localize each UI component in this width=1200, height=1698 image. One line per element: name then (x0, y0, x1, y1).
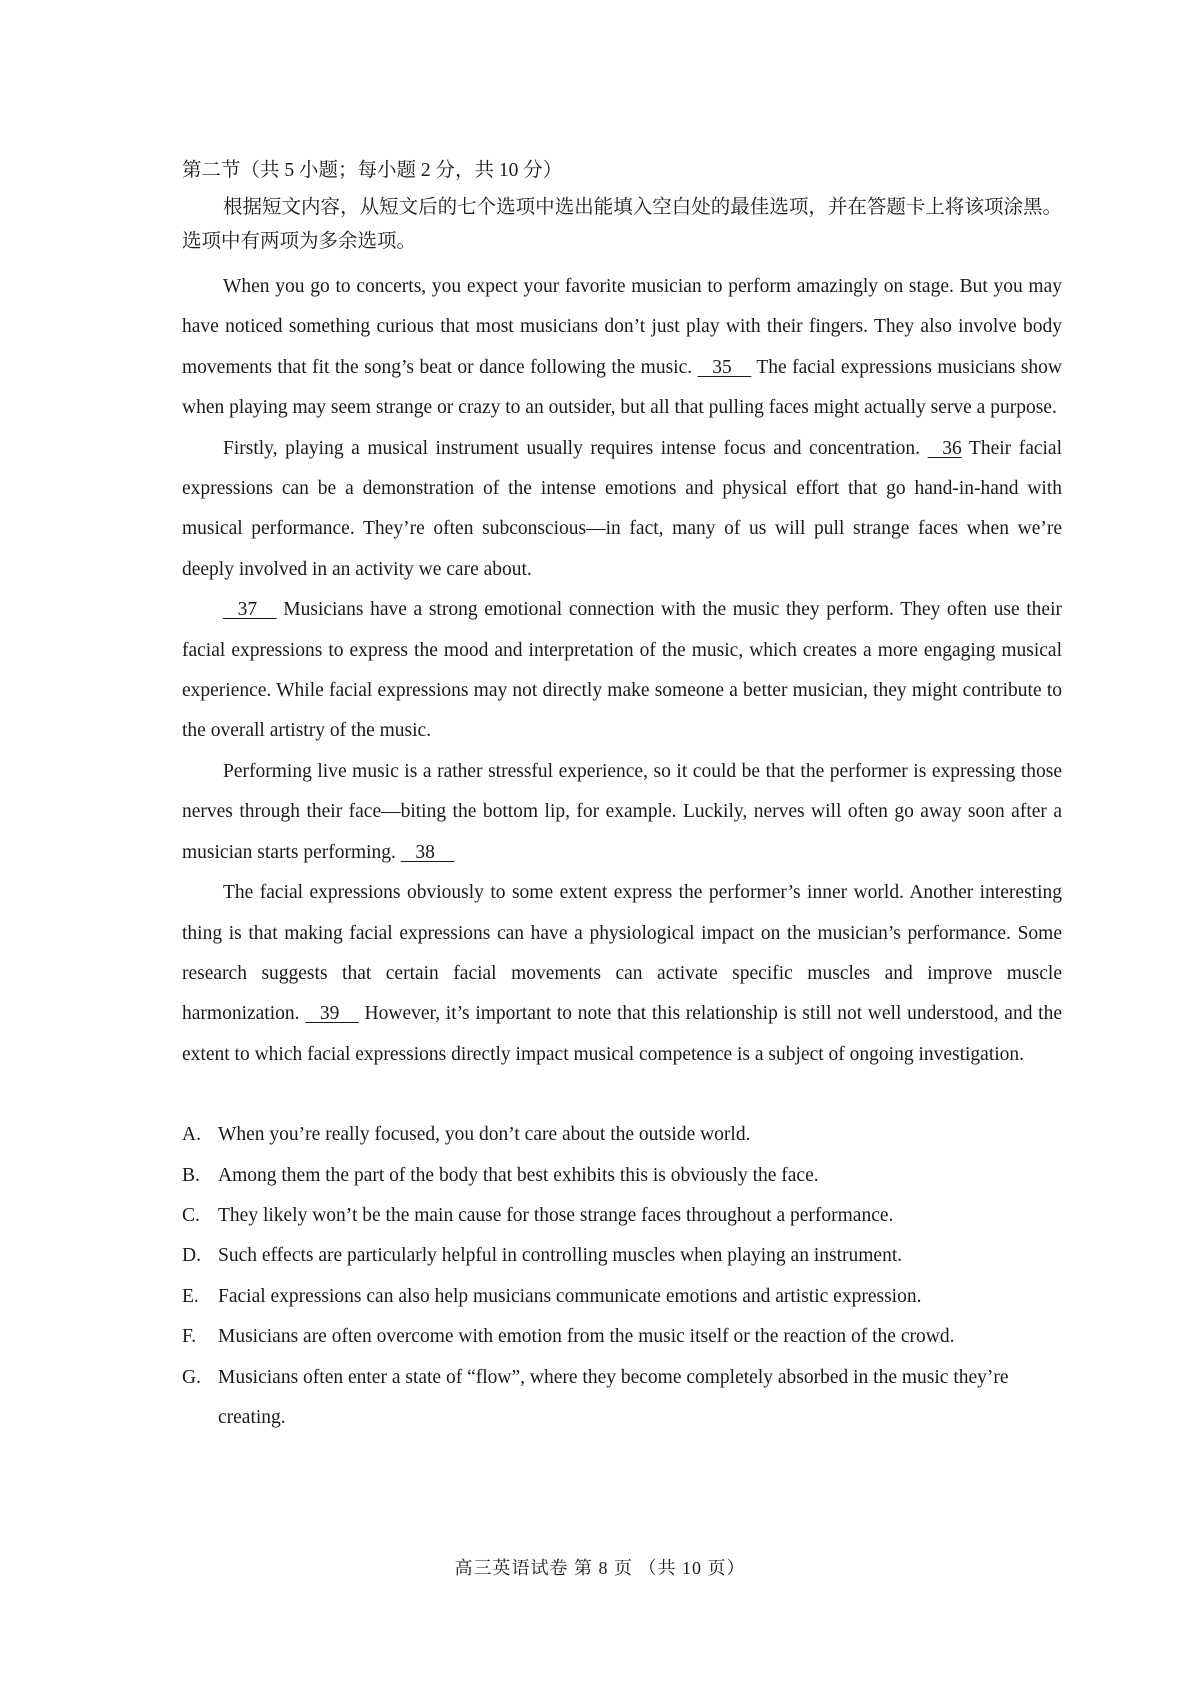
section-instruction: 根据短文内容，从短文后的七个选项中选出能填入空白处的最佳选项，并在答题卡上将该项涂黑。选项中有两项为多余选项。 (182, 197, 1062, 252)
passage-paragraph-1 (182, 267, 1062, 429)
paragraph-2-text-before: Firstly, playing a musical instrument usually requires intense focus and concentration. (223, 437, 928, 459)
page-content (182, 158, 1062, 1438)
option-letter: D. (182, 1245, 201, 1267)
option-letter: C. (182, 1204, 200, 1226)
paragraph-5-text-after: However, it’s important to note that this relationship is still not well understood, and the extent to which facial expressions directly impact musical competence is a subject of ongoing investigation. (182, 1003, 1062, 1065)
paragraph-5-text-before: The facial expressions obviously to some extent express the performer’s inner world. Another interesting thing is that making facial expressions can have a physiological impact on the musician’s performance. Some research suggests that certain facial movements can activate specific muscles and improve muscle harmonization. (182, 882, 1062, 1025)
passage-paragraph-2 (182, 429, 1062, 591)
blank-36: 36 (927, 437, 962, 459)
option-f (182, 1317, 1062, 1357)
option-text: When you’re really focused, you don’t care about the outside world. (218, 1124, 751, 1146)
option-text: Such effects are particularly helpful in controlling muscles when playing an instrument. (218, 1245, 903, 1267)
option-b (182, 1156, 1062, 1196)
option-text: Musicians often enter a state of “flow”, where they become completely absorbed in the music they’re creating. (218, 1366, 1009, 1428)
option-letter: G. (182, 1366, 201, 1388)
option-g (182, 1358, 1062, 1439)
passage-paragraph-4 (182, 752, 1062, 873)
option-text: Musicians are often overcome with emotion from the music itself or the reaction of the crowd. (218, 1326, 955, 1348)
option-letter: B. (182, 1164, 200, 1186)
paragraph-1-text-before: When you go to concerts, you expect your favorite musician to perform amazingly on stage. But you may have noticed something curious that most musicians don’t just play with their fingers. They also involve body movements that fit the song’s beat or dance following the music. (182, 276, 1062, 378)
reading-passage (182, 267, 1062, 1075)
blank-35: 35 (697, 356, 752, 378)
option-d (182, 1236, 1062, 1276)
blank-37: 37 (223, 599, 277, 621)
paragraph-4-text-before: Performing live music is a rather stressful experience, so it could be that the performer is expressing those nerves through their face—biting the bottom lip, for example. Luckily, nerves will often go away soon after a musician starts performing. (182, 760, 1062, 863)
blank-38: 38 (400, 841, 455, 863)
paragraph-3-text-after: Musicians have a strong emotional connection with the music they perform. They often use their facial expressions to express the mood and interpretation of the music, which creates a more engaging musical experience. While facial expressions may not directly make someone a better musician, they might contribute to the overall artistry of the music. (182, 599, 1062, 742)
paragraph-2-text-after: Their facial expressions can be a demonstration of the intense emotions and physical effort that go hand-in-hand with musical performance. They’re often subconscious—in fact, many of us will pull strange faces when we’re deeply involved in an activity we care about. (182, 437, 1062, 580)
option-a (182, 1115, 1062, 1155)
paragraph-1-text-after: The facial expressions musicians show when playing may seem strange or crazy to an outsider, but all that pulling faces might actually serve a purpose. (182, 356, 1062, 419)
option-text: They likely won’t be the main cause for those strange faces throughout a performance. (218, 1204, 894, 1226)
option-c (182, 1196, 1062, 1236)
option-e (182, 1277, 1062, 1317)
option-text: Among them the part of the body that best exhibits this is obviously the face. (218, 1164, 819, 1186)
blank-39: 39 (305, 1003, 359, 1025)
section-title: 第二节（共 5 小题；每小题 2 分，共 10 分） (182, 160, 563, 181)
option-letter: E. (182, 1285, 199, 1307)
passage-paragraph-3 (182, 590, 1062, 752)
page-footer: 高三英语试卷 第 8 页 （共 10 页） (454, 1558, 746, 1578)
answer-options (182, 1115, 1062, 1438)
option-letter: A. (182, 1124, 201, 1146)
passage-paragraph-5 (182, 873, 1062, 1075)
option-text: Facial expressions can also help musicians communicate emotions and artistic expression. (218, 1285, 922, 1307)
option-letter: F. (182, 1326, 197, 1348)
